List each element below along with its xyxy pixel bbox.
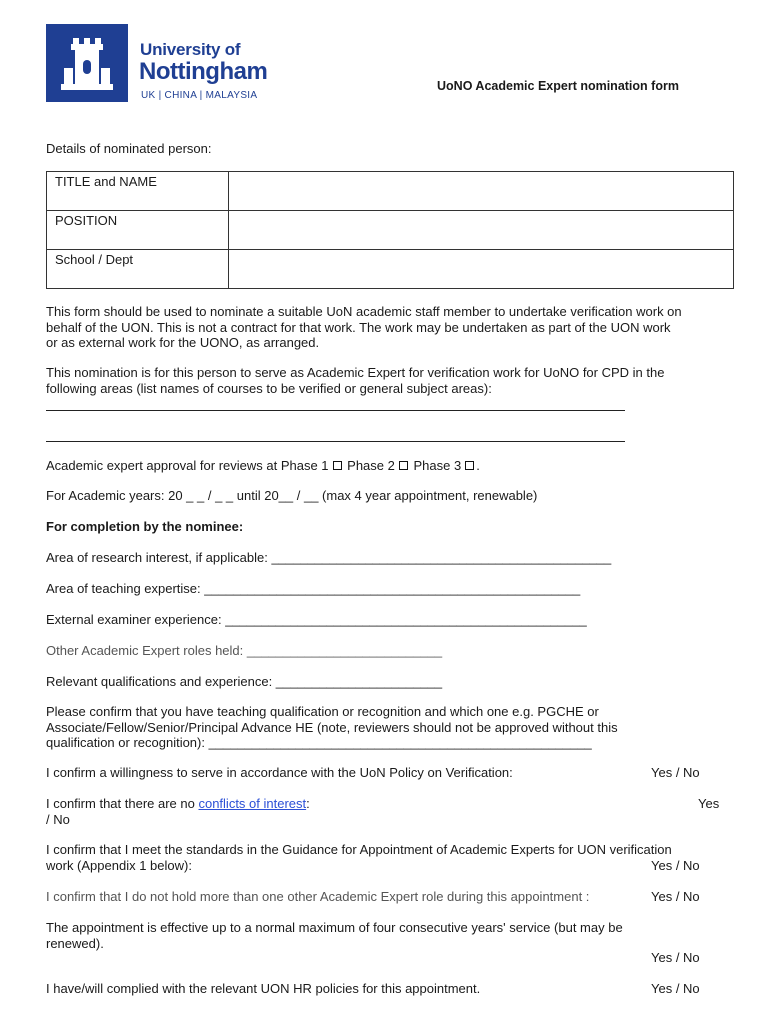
intro-line: This form should be used to nominate a suitable UoN academic staff member to undertake verification work on	[46, 304, 682, 319]
phase3-checkbox[interactable]	[465, 461, 474, 470]
appointment-paragraph	[46, 920, 723, 951]
hr-yes-no[interactable]: Yes / No	[651, 981, 700, 996]
course-line-2[interactable]	[46, 441, 625, 442]
teaching-qual-line: Please confirm that you have teaching qualification or recognition and which one e.g. PGCHE or	[46, 704, 599, 719]
phase1-checkbox[interactable]	[333, 461, 342, 470]
position-field[interactable]	[229, 211, 734, 250]
research-interest-field[interactable]: Area of research interest, if applicable: _______________________________________________	[46, 550, 612, 565]
logo-text-nottingham: Nottingham	[139, 58, 268, 85]
standards-line: work (Appendix 1 below):	[46, 857, 192, 873]
teaching-qual-field[interactable]: qualification or recognition): _____________________________________________________	[46, 735, 592, 750]
completion-heading: For completion by the nominee:	[46, 519, 244, 534]
confirm-willingness: I confirm a willingness to serve in accordance with the UoN Policy on Verification:	[46, 765, 513, 780]
phase2-label: Phase 2	[347, 458, 395, 473]
appointment-line: The appointment is effective up to a normal maximum of four consecutive years' service (but may be	[46, 920, 623, 935]
conflicts-yes[interactable]: Yes	[698, 796, 720, 811]
logo-text-university: University of	[140, 40, 241, 59]
phase-approval-label: Academic expert approval for reviews at Phase 1	[46, 458, 329, 473]
nominee-details-table	[46, 171, 734, 289]
confirm-conflicts	[46, 796, 310, 812]
roles-yes-no[interactable]: Yes / No	[651, 889, 700, 904]
standards-yes-no[interactable]: Yes / No	[651, 858, 700, 873]
intro-paragraph	[46, 304, 682, 351]
phase2-checkbox[interactable]	[399, 461, 408, 470]
intro-line: or as external work for the UONO, as arranged.	[46, 335, 320, 350]
course-line-1[interactable]	[46, 410, 625, 411]
logo-text-campuses: UK | CHINA | MALAYSIA	[141, 90, 258, 101]
castle-icon	[46, 24, 128, 102]
external-examiner-field[interactable]: External examiner experience: __________________________________________________	[46, 612, 587, 627]
nomination-paragraph	[46, 365, 664, 396]
conflicts-text: I confirm that there are no	[46, 796, 199, 811]
table-row	[47, 250, 734, 289]
title-name-label: TITLE and NAME	[47, 172, 229, 211]
title-name-field[interactable]	[229, 172, 734, 211]
phase-approval	[46, 458, 480, 474]
conflicts-of-interest-link[interactable]: conflicts of interest	[198, 796, 307, 811]
university-logo	[46, 24, 128, 102]
phase-end: .	[476, 458, 480, 473]
confirm-standards	[46, 842, 672, 873]
teaching-expertise-field[interactable]: Area of teaching expertise: ____________________________________________________	[46, 581, 581, 596]
appointment-yes-no[interactable]: Yes / No	[651, 950, 700, 965]
position-label: POSITION	[47, 211, 229, 250]
willingness-yes-no[interactable]: Yes / No	[651, 765, 700, 780]
teaching-qual-line: Associate/Fellow/Senior/Principal Advance HE (note, reviewers should not be approved without this	[46, 719, 618, 735]
hr-policies: I have/will complied with the relevant UON HR policies for this appointment.	[46, 981, 481, 996]
school-dept-field[interactable]	[229, 250, 734, 289]
school-dept-label: School / Dept	[47, 250, 229, 289]
confirm-roles: I confirm that I do not hold more than one other Academic Expert role during this appointment :	[46, 889, 590, 904]
nomination-line: This nomination is for this person to serve as Academic Expert for verification work for UoNO for CPD in the	[46, 365, 665, 380]
nomination-line: following areas (list names of courses to be verified or general subject areas):	[46, 380, 492, 396]
other-roles-field[interactable]: Other Academic Expert roles held: ___________________________	[46, 643, 443, 658]
form-title: UoNO Academic Expert nomination form	[437, 79, 679, 93]
academic-years: For Academic years: 20 _ _ / _ _ until 20__ / __ (max 4 year appointment, renewable)	[46, 488, 538, 503]
conflicts-colon: :	[306, 796, 310, 811]
teaching-qualification-paragraph	[46, 704, 618, 751]
details-heading: Details of nominated person:	[46, 141, 212, 156]
qualifications-field[interactable]: Relevant qualifications and experience: _______________________	[46, 674, 443, 689]
intro-line: behalf of the UON. This is not a contract for that work. The work may be undertaken as part of the UON work	[46, 319, 671, 335]
table-row	[47, 211, 734, 250]
appointment-line: renewed).	[46, 935, 104, 951]
conflicts-no[interactable]: / No	[46, 812, 70, 827]
phase3-label: Phase 3	[413, 458, 462, 473]
standards-line: I confirm that I meet the standards in the Guidance for Appointment of Academic Experts for UON verification	[46, 842, 672, 857]
table-row	[47, 172, 734, 211]
